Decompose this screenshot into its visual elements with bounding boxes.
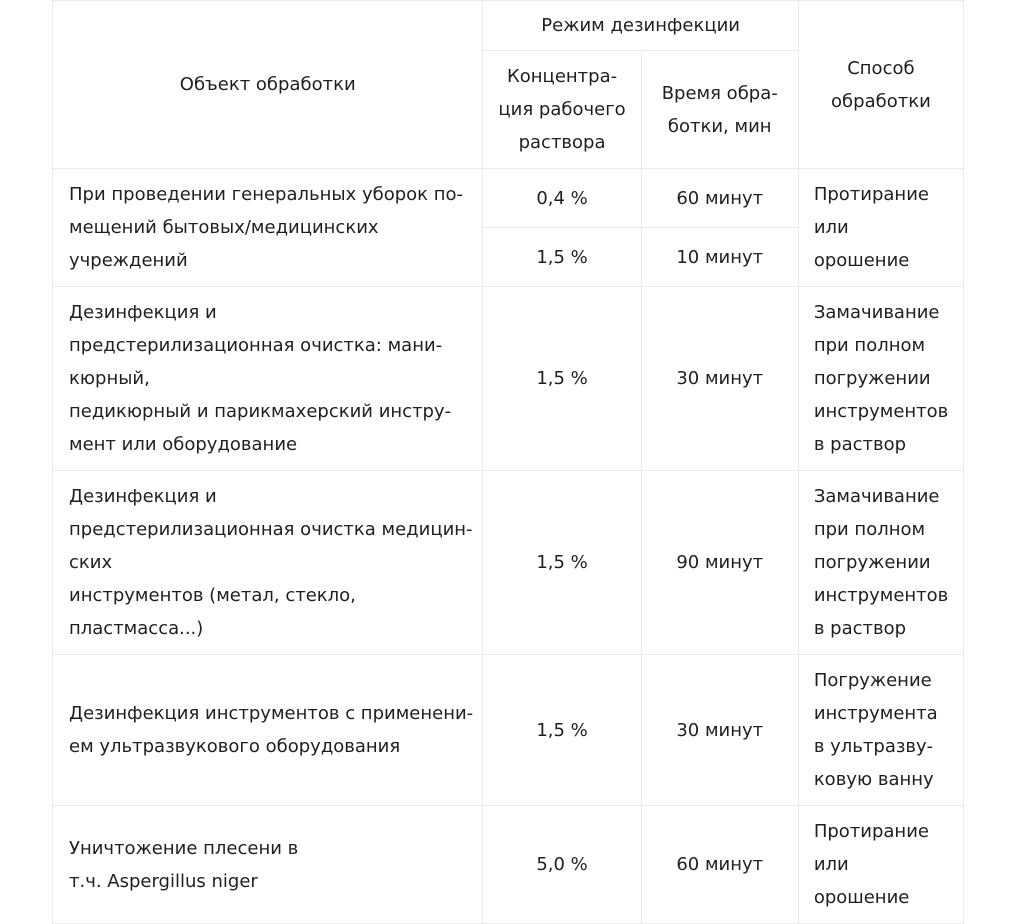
header-method bbox=[798, 1, 963, 169]
object-line: Дезинфекция инструментов с применени- bbox=[69, 703, 474, 724]
method-line: Замачивание bbox=[813, 486, 940, 507]
object-line: пластмасса...) bbox=[69, 618, 204, 639]
header-concentration-line: Концентра- bbox=[507, 66, 618, 87]
object-line: инструментов (метал, стекло, bbox=[69, 585, 356, 606]
header-method-line: Способ bbox=[847, 57, 915, 79]
time-cell: 10 минут bbox=[641, 228, 798, 287]
table-row bbox=[53, 655, 964, 806]
concentration-cell: 1,5 % bbox=[483, 655, 641, 806]
object-cell bbox=[53, 169, 483, 287]
method-cell bbox=[798, 287, 963, 471]
time-cell: 60 минут bbox=[641, 169, 798, 228]
method-cell bbox=[798, 471, 963, 655]
time-cell: 30 минут bbox=[641, 287, 798, 471]
method-line: погружении bbox=[813, 368, 931, 389]
concentration-cell: 1,5 % bbox=[483, 287, 641, 471]
concentration-cell: 0,4 % bbox=[483, 169, 641, 228]
method-cell bbox=[798, 655, 963, 806]
method-line: погружении bbox=[813, 552, 931, 573]
method-line: при полном bbox=[813, 519, 926, 540]
method-line: при полном bbox=[813, 335, 926, 356]
header-concentration bbox=[483, 51, 641, 169]
object-line: т.ч. Aspergillus niger bbox=[69, 870, 258, 892]
method-line: Замачивание bbox=[813, 302, 940, 323]
method-line: или bbox=[813, 217, 849, 238]
method-line: ковую ванну bbox=[813, 769, 934, 790]
table-row bbox=[53, 471, 964, 655]
method-line: в раствор bbox=[813, 434, 907, 455]
method-cell bbox=[798, 169, 963, 287]
object-line: мещений бытовых/медицинских bbox=[69, 217, 379, 238]
object-line: При проведении генеральных уборок по- bbox=[69, 184, 464, 205]
method-line: Протирание bbox=[813, 821, 929, 842]
object-cell bbox=[53, 471, 483, 655]
concentration-cell: 1,5 % bbox=[483, 228, 641, 287]
header-method-line: обработки bbox=[831, 90, 931, 112]
header-regime: Режим дезинфекции bbox=[483, 1, 798, 51]
object-line: педикюрный и парикмахерский инстру- bbox=[69, 401, 452, 422]
header-time-line: ботки, мин bbox=[667, 115, 772, 137]
time-cell: 90 минут bbox=[641, 471, 798, 655]
header-time bbox=[641, 51, 798, 169]
method-line: орошение bbox=[813, 887, 910, 908]
table-row bbox=[53, 806, 964, 924]
header-concentration-line: раствора bbox=[518, 132, 606, 153]
method-line: инструментов bbox=[813, 585, 949, 606]
header-object: Объект обработки bbox=[53, 1, 483, 169]
method-line: или bbox=[813, 854, 849, 875]
time-cell: 30 минут bbox=[641, 655, 798, 806]
time-cell: 60 минут bbox=[641, 806, 798, 924]
object-line: ских bbox=[69, 552, 113, 573]
object-cell bbox=[53, 655, 483, 806]
object-line: Дезинфекция и bbox=[69, 302, 217, 323]
header-time-line: Время обра- bbox=[661, 82, 778, 104]
object-line: предстерилизационная очистка медицин- bbox=[69, 519, 473, 540]
table-row bbox=[53, 169, 964, 228]
method-line: Протирание bbox=[813, 184, 929, 205]
method-line: орошение bbox=[813, 250, 910, 271]
object-line: учреждений bbox=[69, 250, 188, 271]
object-line: предстерилизационная очистка: мани- bbox=[69, 335, 443, 356]
object-line: ем ультразвукового оборудования bbox=[69, 736, 401, 757]
method-line: в ультразву- bbox=[813, 736, 934, 757]
object-line: мент или оборудование bbox=[69, 434, 298, 455]
object-cell bbox=[53, 806, 483, 924]
object-line: Дезинфекция и bbox=[69, 486, 217, 507]
method-line: инструментов bbox=[813, 401, 949, 422]
method-line: Погружение bbox=[813, 670, 932, 691]
method-line: инструмента bbox=[813, 703, 938, 724]
object-cell bbox=[53, 287, 483, 471]
method-line: в раствор bbox=[813, 618, 907, 639]
method-cell bbox=[798, 806, 963, 924]
header-concentration-line: ция рабочего bbox=[498, 99, 626, 120]
table-row bbox=[53, 287, 964, 471]
concentration-cell: 5,0 % bbox=[483, 806, 641, 924]
concentration-cell: 1,5 % bbox=[483, 471, 641, 655]
object-line: кюрный, bbox=[69, 368, 150, 389]
disinfection-table bbox=[52, 0, 964, 924]
object-line: Уничтожение плесени в bbox=[69, 837, 299, 859]
